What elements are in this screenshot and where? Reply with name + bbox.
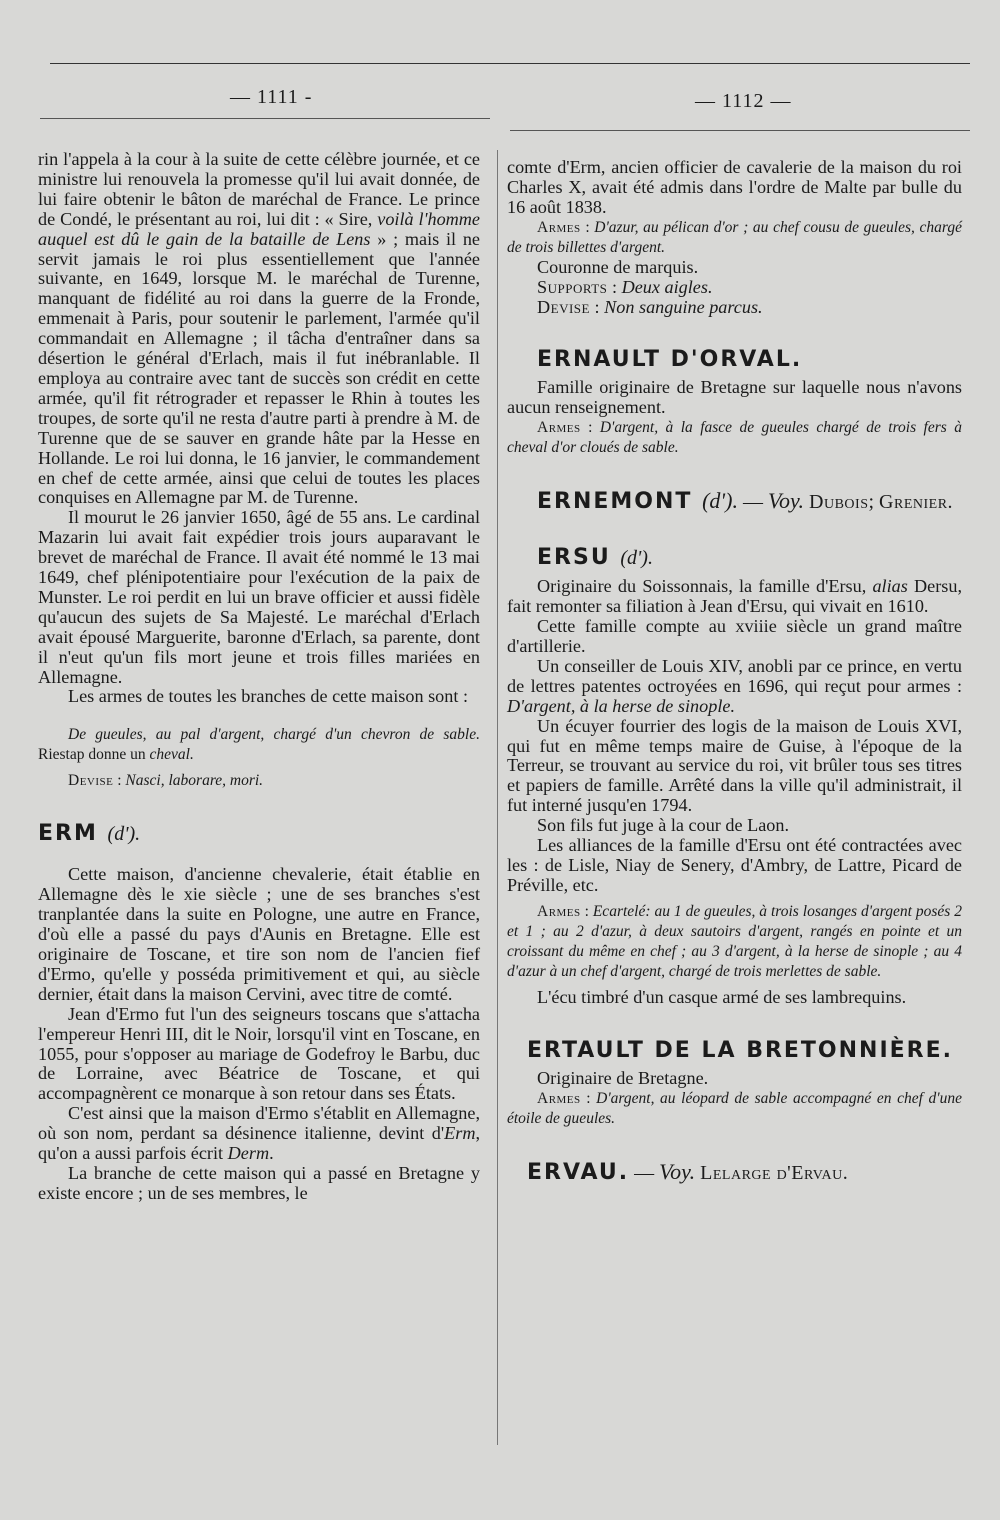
- paragraph-erm-bretagne: La branche de cette maison qui a passé en Bretagne y existe encore ; un de ses membres, le: [38, 1162, 480, 1203]
- devise-erm: Devise : Non sanguine parcus.: [537, 296, 763, 317]
- right-column: [507, 158, 962, 1186]
- column-divider: [497, 150, 498, 1445]
- entry-heading-ertault: ERTAULT DE LA BRETONNIÈRE.: [527, 1037, 953, 1063]
- paragraph-ertault: Originaire de Bretagne.: [537, 1067, 709, 1088]
- left-page-number: — 1111 -: [230, 86, 313, 108]
- paragraph-ersu-alliances: Les alliances de la famille d'Ersu ont été contractées avec les : de Lisle, Niay de Senery, d'Ambry, de Lattre, Picard de Préville, etc.: [507, 835, 962, 895]
- paragraph-erm-origin: Cette maison, d'ancienne chevalerie, était établie en Allemagne dès le xie siècle ; une de ses branches s'est tranplantée dans la suite en Pologne, une autre en France, d'où elle a passé du pays d'Aunis en Bretagne. Elle est originaire de Toscane, et tire son nom de l'ancien fief d'Ermo, qu'elle y posséda primitivement et qui, au siècle dernier, était dans la maison Cervini, avec titre de comté.: [38, 864, 480, 1004]
- paragraph-erm-allemagne: C'est ainsi que la maison d'Ermo s'établit en Allemagne, où son nom, perdant sa désinence italienne, devint d'Erm, qu'on a aussi parfois écrit Derm.: [38, 1103, 480, 1164]
- arms-ersu: Armes : Ecartelé: au 1 de gueules, à trois losanges d'argent posés 2 et 1 ; au 2 d'azur, à deux sautoirs d'argent, rangés en pointe et un croissant du même en chef ; au 3 d'argent, à la herse de sinople ; au 4 d'azur à un chef d'argent, chargé de trois merlettes de sable.: [507, 902, 962, 980]
- paragraph-ersu-origin: Originaire du Soissonnais, la famille d'Ersu, alias Dersu, fait remonter sa filiation à Jean d'Ersu, qui vivait en 1610.: [507, 576, 963, 617]
- entry-heading-ernault: ERNAULT D'ORVAL.: [537, 347, 803, 373]
- entry-heading-ernemont: ERNEMONT (d'). — Voy. Dubois; Grenier.: [537, 488, 954, 515]
- paragraph-ersu-ecuyer: Un écuyer fourrier des logis de la maison de Louis XVI, qui fut en même temps maire de Guise, à l'époque de la Terreur, se trouvant au service du roi, vit brûler tous ses titres et papiers de famille. Arrêté dans la ville qu'il administrait, il fut interné jusqu'en 1794.: [507, 715, 962, 816]
- paragraph-ersu-conseiller: Un conseiller de Louis XIV, anobli par ce prince, en vertu de lettres patentes octroyées en 1696, qui reçut pour armes : D'argent, à la herse de sinople.: [507, 655, 962, 716]
- paragraph-erm-jean: Jean d'Ermo fut l'un des seigneurs toscans que s'attacha l'empereur Henri III, dit le Noir, lorsqu'il vint en Toscane, en 1055, pour s'opposer au mariage de Godefroy le Barbu, duc de Lorraine, avec Béatrice de Toscane, et qui accompagnèrent ce monarque à son retour dans ses États.: [38, 1003, 480, 1104]
- paragraph-ersu-fils: Son fils fut juge à la cour de Laon.: [537, 815, 790, 836]
- devise-erlach: Devise : Nasci, laborare, mori.: [68, 772, 264, 790]
- paragraph-arms-intro: Les armes de toutes les branches de cette maison sont :: [68, 686, 469, 707]
- entry-heading-erm: ERM (d').: [38, 821, 141, 847]
- left-column: [38, 150, 480, 1204]
- paragraph-erlach-career: rin l'appela à la cour à la suite de cette célèbre journée, et ce ministre lui renouvela la promesse qu'il lui avait donnée, de lui faire obtenir le bâton de maréchal de France. Le prince de Condé, le présentant au roi, lui dit : « Sire, voilà l'homme auquel est dû le gain de la bataille de Lens » ; mais il ne servit jamais le roi plus essentiellement que l'année suivante, en 1649, lorsque M. le maréchal de Turenne, manquant de fidélité au roi dans la guerre de la Fronde, emmenait à Paris, pour soutenir le parlement, l'armée qu'il commandait en Allemagne ; il tâcha d'entraîner dans sa désertion le général d'Erlach, mais il fut inébranlable. Il employa au contraire avec tant de succès son crédit en cette armée, qu'il fit rétrograder et repasser le Rhin à toutes les troupes, de sorte qu'il ne resta d'autre parti à prendre à M. de Turenne que de se sauver en grande hâte par la Hesse en Hollande. Le roi lui donna, le 16 janvier, le commandement en chef de cette armée, ainsi que celui de toutes les places conquises en Allemagne par M. de Turenne.: [38, 149, 481, 508]
- left-header-rule: [40, 118, 490, 119]
- arms-erlach: De gueules, au pal d'argent, chargé d'un chevron de sable. Riestap donne un cheval.: [38, 726, 480, 764]
- paragraph-ersu-ecu: L'écu timbré d'un casque armé de ses lambrequins.: [537, 986, 907, 1007]
- right-header-rule: [510, 130, 970, 131]
- entry-heading-ersu: ERSU (d').: [537, 545, 653, 571]
- couronne-erm: Couronne de marquis.: [537, 256, 699, 277]
- arms-erm: Armes : D'azur, au pélican d'or ; au chef cousu de gueules, chargé de trois billettes d'argent.: [507, 218, 962, 256]
- right-page-number: — 1112 —: [695, 90, 792, 112]
- arms-ertault: Armes : D'argent, au léopard de sable accompagné en chef d'une étoile de gueules.: [507, 1089, 962, 1127]
- entry-heading-ervau: ERVAU. — Voy. Lelarge d'Ervau.: [527, 1158, 849, 1185]
- paragraph-ernault: Famille originaire de Bretagne sur laquelle nous n'avons aucun renseignement.: [507, 377, 962, 418]
- paragraph-ersu-artillerie: Cette famille compte au xviiie siècle un grand maître d'artillerie.: [507, 616, 962, 656]
- top-rule: [50, 63, 970, 64]
- arms-ernault: Armes : D'argent, à la fasce de gueules chargé de trois fers à cheval d'or cloués de sable.: [507, 419, 962, 457]
- paragraph-erm-continuation: comte d'Erm, ancien officier de cavalerie de la maison du roi Charles X, avait été admis dans l'ordre de Malte par bulle du 16 août 1838.: [507, 157, 962, 217]
- supports-erm: Supports : Deux aigles.: [537, 276, 713, 297]
- paragraph-erlach-death: Il mourut le 26 janvier 1650, âgé de 55 ans. Le cardinal Mazarin lui avait fait expédier trois jours auparavant le brevet de maréchal de France. Il avait été nommé le 13 mai 1649, chef plénipotentiaire pour l'exécution de la paix de Munster. Le roi perdit en lui un brave officier et aussi fidèle qu'aucun des sujets de Sa Majesté. Le maréchal d'Erlach avait épousé Marguerite, baronne d'Erlach, sa parente, dont il n'eut qu'un fils mort jeune et trois filles mariées en Allemagne.: [38, 507, 480, 687]
